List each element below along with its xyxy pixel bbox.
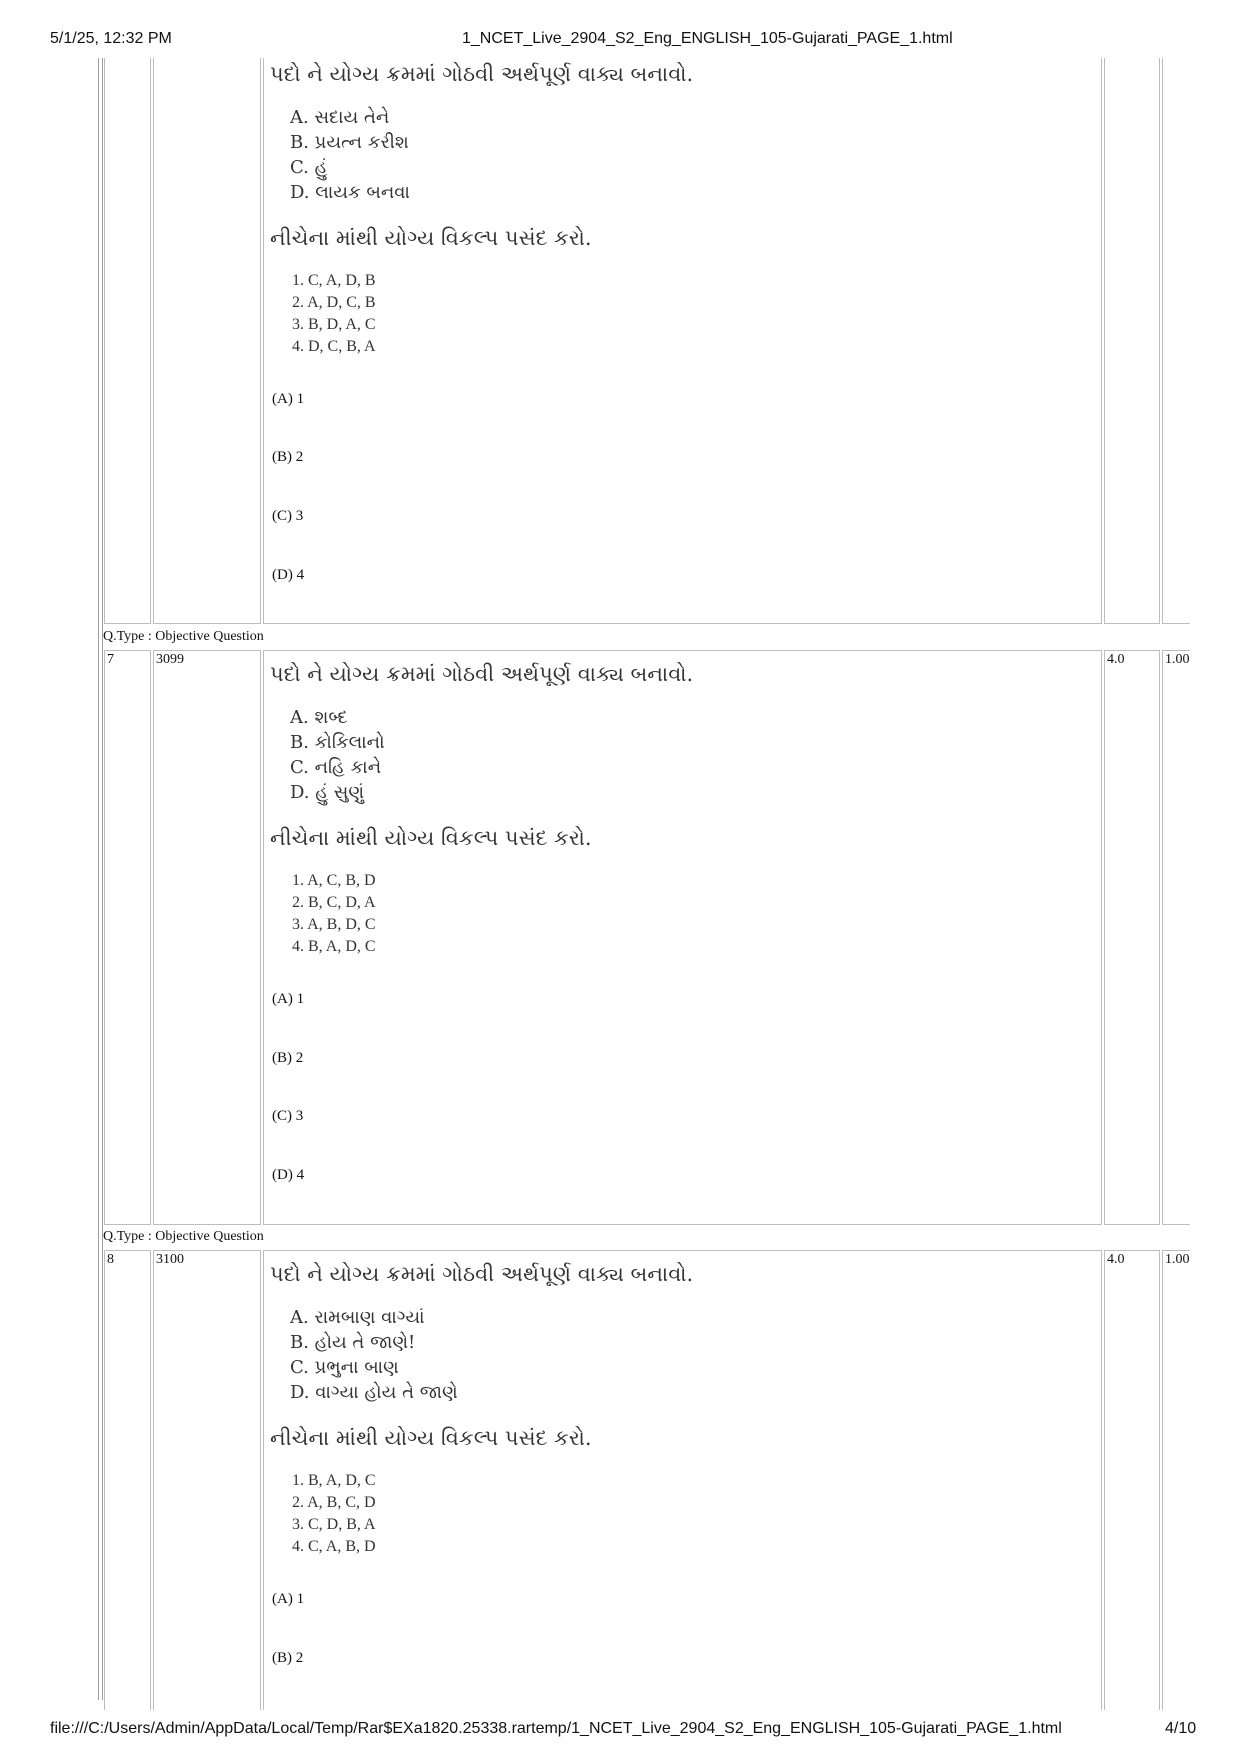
question-stem: પદો ને યોગ્ય ક્રમમાં ગોઠવી અર્થપૂર્ણ વાક્ય બનાવો. (270, 662, 694, 686)
question-number: 8 (107, 1252, 114, 1267)
order-1: 1. B, A, D, C (292, 1472, 376, 1489)
print-title: 1_NCET_Live_2904_S2_Eng_ENGLISH_105-Gujarati_PAGE_1.html (462, 30, 953, 47)
q7-sno-cell (104, 650, 151, 1225)
q6-marks-cell (1104, 58, 1160, 624)
phrase-b: B. કોકિલાનો (290, 732, 385, 753)
order-4: 4. C, A, B, D (292, 1538, 376, 1555)
order-3: 3. B, D, A, C (292, 316, 376, 333)
answer-option-b: (B) 2 (272, 1650, 304, 1666)
phrase-c: C. નહિ કાને (290, 757, 382, 778)
phrase-d: D. લાયક બનવા (290, 182, 410, 203)
q7-id-cell (153, 650, 261, 1225)
phrase-c: C. હું (290, 157, 328, 178)
q6-id-cell (153, 58, 261, 624)
answer-option-c: (C) 3 (272, 1108, 304, 1124)
phrase-c: C. પ્રભુના બાણ (290, 1357, 399, 1378)
print-datetime: 5/1/25, 12:32 PM (50, 30, 172, 47)
q7-marks-cell (1104, 650, 1160, 1225)
jumbled-phrases (290, 105, 410, 205)
order-list (292, 870, 376, 958)
order-3: 3. C, D, B, A (292, 1516, 376, 1533)
order-1: 1. A, C, B, D (292, 872, 376, 889)
order-list (292, 1470, 376, 1558)
question-number: 7 (107, 652, 114, 667)
question-marks: 4.0 (1107, 652, 1125, 667)
question-type-label: Q.Type : Objective Question (103, 629, 264, 644)
answer-option-a: (A) 1 (272, 991, 305, 1007)
phrase-a: A. સદાય તેને (290, 107, 390, 128)
print-page-number: 4/10 (1165, 1720, 1197, 1737)
question-marks: 4.0 (1107, 1252, 1125, 1267)
jumbled-phrases (290, 705, 385, 805)
answer-option-d: (D) 4 (272, 1167, 305, 1183)
answer-option-d: (D) 4 (272, 567, 305, 583)
choose-prompt: નીચેના માંથી યોગ્ય વિકલ્પ પસંદ કરો. (270, 826, 592, 850)
answer-option-a: (A) 1 (272, 391, 305, 407)
order-2: 2. A, B, C, D (292, 1494, 376, 1511)
phrase-a: A. રામબાણ વાગ્યાં (290, 1307, 425, 1328)
order-2: 2. A, D, C, B (292, 294, 376, 311)
q8-sno-cell (104, 1250, 151, 1710)
order-1: 1. C, A, D, B (292, 272, 376, 289)
question-stem: પદો ને યોગ્ય ક્રમમાં ગોઠવી અર્થપૂર્ણ વાક્ય બનાવો. (270, 1262, 694, 1286)
q6-sno-cell (104, 58, 151, 624)
order-3: 3. A, B, D, C (292, 916, 376, 933)
phrase-b: B. હોય તે જાણે! (290, 1332, 416, 1353)
choose-prompt: નીચેના માંથી યોગ્ય વિકલ્પ પસંદ કરો. (270, 226, 592, 250)
q8-marks-cell (1104, 1250, 1160, 1710)
jumbled-phrases (290, 1305, 458, 1405)
question-type-label: Q.Type : Objective Question (103, 1229, 264, 1244)
order-2: 2. B, C, D, A (292, 894, 376, 911)
negative-marks: 1.00 (1165, 1252, 1190, 1267)
choose-prompt: નીચેના માંથી યોગ્ય વિકલ્પ પસંદ કરો. (270, 1426, 592, 1450)
answer-option-a: (A) 1 (272, 1591, 305, 1607)
answer-option-b: (B) 2 (272, 449, 304, 465)
order-4: 4. D, C, B, A (292, 338, 376, 355)
negative-marks: 1.00 (1165, 652, 1190, 667)
order-4: 4. B, A, D, C (292, 938, 376, 955)
order-list (292, 270, 376, 358)
phrase-a: A. શબ્દ (290, 707, 348, 728)
answer-option-b: (B) 2 (272, 1050, 304, 1066)
answer-option-c: (C) 3 (272, 508, 304, 524)
phrase-d: D. હું સુણું (290, 782, 365, 803)
q8-id-cell (153, 1250, 261, 1710)
q7-body-cell (263, 650, 1102, 1225)
phrase-b: B. પ્રયત્ન કરીશ (290, 132, 409, 153)
question-stem: પદો ને યોગ્ય ક્રમમાં ગોઠવી અર્થપૂર્ણ વાક્ય બનાવો. (270, 62, 694, 86)
print-file-path: file:///C:/Users/Admin/AppData/Local/Temp/Rar$EXa1820.25338.rartemp/1_NCET_Live_2904_S2_Eng_ENGLISH_105-Gujarati_PAGE_1.html (50, 1720, 1062, 1737)
question-id: 3099 (156, 652, 184, 667)
phrase-d: D. વાગ્યા હોય તે જાણે (290, 1382, 458, 1403)
question-id: 3100 (156, 1252, 184, 1267)
